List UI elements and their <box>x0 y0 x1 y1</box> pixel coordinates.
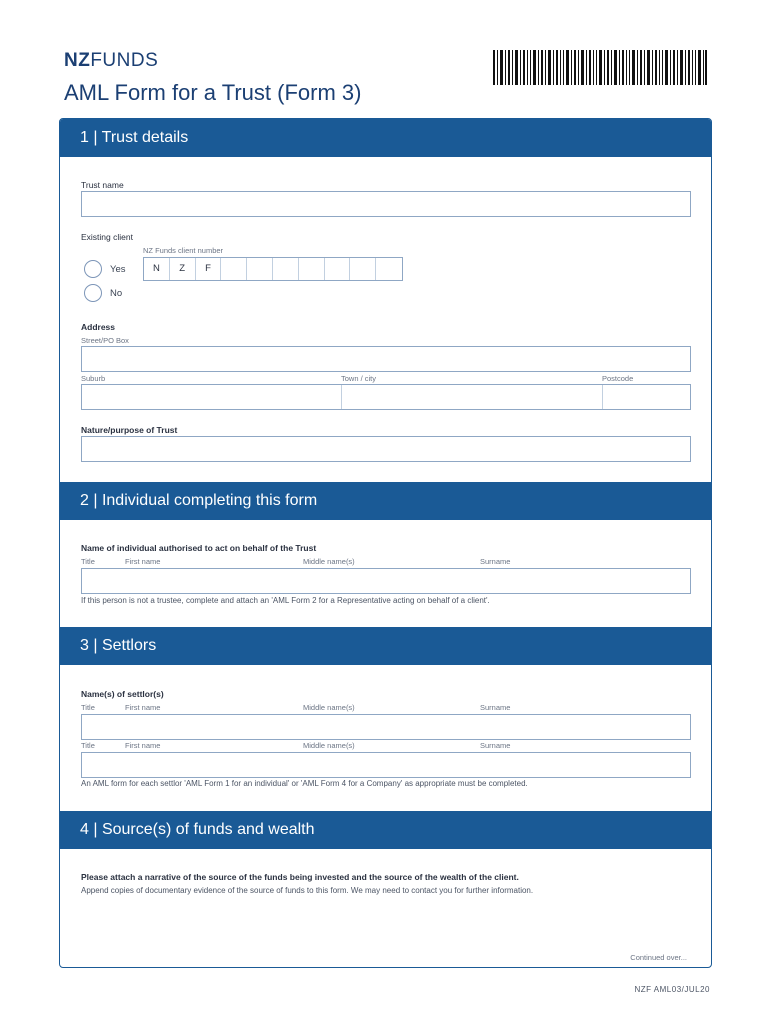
client-number-cell <box>221 258 247 280</box>
section-3-header: 3 | Settlors <box>60 627 711 665</box>
client-number-cell <box>247 258 273 280</box>
title-label: Title <box>81 703 95 712</box>
title-label: Title <box>81 557 95 566</box>
source-instruction: Append copies of documentary evidence of the source of funds to this form. We may need to contact you for further information. <box>81 886 534 895</box>
page-title: AML Form for a Trust (Form 3) <box>64 80 362 105</box>
surname-label: Surname <box>480 703 511 712</box>
street-label: Street/PO Box <box>81 336 129 345</box>
title-label: Title <box>81 741 95 750</box>
middle-name-label: Middle name(s) <box>303 703 355 712</box>
existing-client-label: Existing client <box>81 232 133 242</box>
address-row-input[interactable] <box>81 384 691 410</box>
first-name-label: First name <box>125 741 161 750</box>
settlor-2-name-input[interactable] <box>81 752 691 778</box>
client-number-label: NZ Funds client number <box>143 246 224 255</box>
nature-label: Nature/purpose of Trust <box>81 425 178 435</box>
settlors-label: Name(s) of settlor(s) <box>81 689 164 699</box>
field-divider <box>602 385 603 409</box>
form-frame <box>59 118 712 968</box>
representative-note: If this person is not a trustee, complete and attach an 'AML Form 2 for a Representative acting on behalf of a client'. <box>81 596 490 605</box>
settlor-1-name-input[interactable] <box>81 714 691 740</box>
postcode-label: Postcode <box>602 374 634 383</box>
first-name-label: First name <box>125 557 161 566</box>
client-number-cell: F <box>196 258 222 280</box>
nature-input[interactable] <box>81 436 691 462</box>
barcode <box>493 50 707 85</box>
client-number-cell <box>350 258 376 280</box>
surname-label: Surname <box>480 741 511 750</box>
yes-label: Yes <box>110 264 126 275</box>
settlor-note: An AML form for each settlor 'AML Form 1 for an individual' or 'AML Form 4 for a Company' as appropriate must be completed. <box>81 779 528 788</box>
section-4-header: 4 | Source(s) of funds and wealth <box>60 811 711 849</box>
client-number-cell <box>299 258 325 280</box>
nz-funds-logo: NZFUNDS <box>64 50 159 71</box>
no-label: No <box>110 288 123 299</box>
client-number-cell: Z <box>170 258 196 280</box>
middle-name-label: Middle name(s) <box>303 557 355 566</box>
client-number-cell: N <box>144 258 170 280</box>
existing-client-yes-radio[interactable] <box>84 260 102 278</box>
client-number-cell <box>376 258 402 280</box>
trust-name-input[interactable] <box>81 191 691 217</box>
existing-client-no-radio[interactable] <box>84 284 102 302</box>
address-label: Address <box>81 322 116 332</box>
surname-label: Surname <box>480 557 511 566</box>
source-instruction-bold: Please attach a narrative of the source of the funds being invested and the source of the wealth of the client. <box>81 872 519 882</box>
street-input[interactable] <box>81 346 691 372</box>
client-number-cell <box>325 258 351 280</box>
authorised-name-input[interactable] <box>81 568 691 594</box>
section-2-header: 2 | Individual completing this form <box>60 482 711 520</box>
first-name-label: First name <box>125 703 161 712</box>
trust-name-label: Trust name <box>81 180 124 190</box>
client-number-cell <box>273 258 299 280</box>
town-label: Town / city <box>341 374 377 383</box>
middle-name-label: Middle name(s) <box>303 741 355 750</box>
form-code: NZF AML03/JUL20 <box>634 985 710 994</box>
authorised-name-label: Name of individual authorised to act on behalf of the Trust <box>81 543 317 553</box>
section-1-header: 1 | Trust details <box>60 119 711 157</box>
client-number-input[interactable] <box>143 257 403 281</box>
suburb-label: Suburb <box>81 374 106 383</box>
field-divider <box>341 385 342 409</box>
continued-note: Continued over... <box>630 953 687 962</box>
